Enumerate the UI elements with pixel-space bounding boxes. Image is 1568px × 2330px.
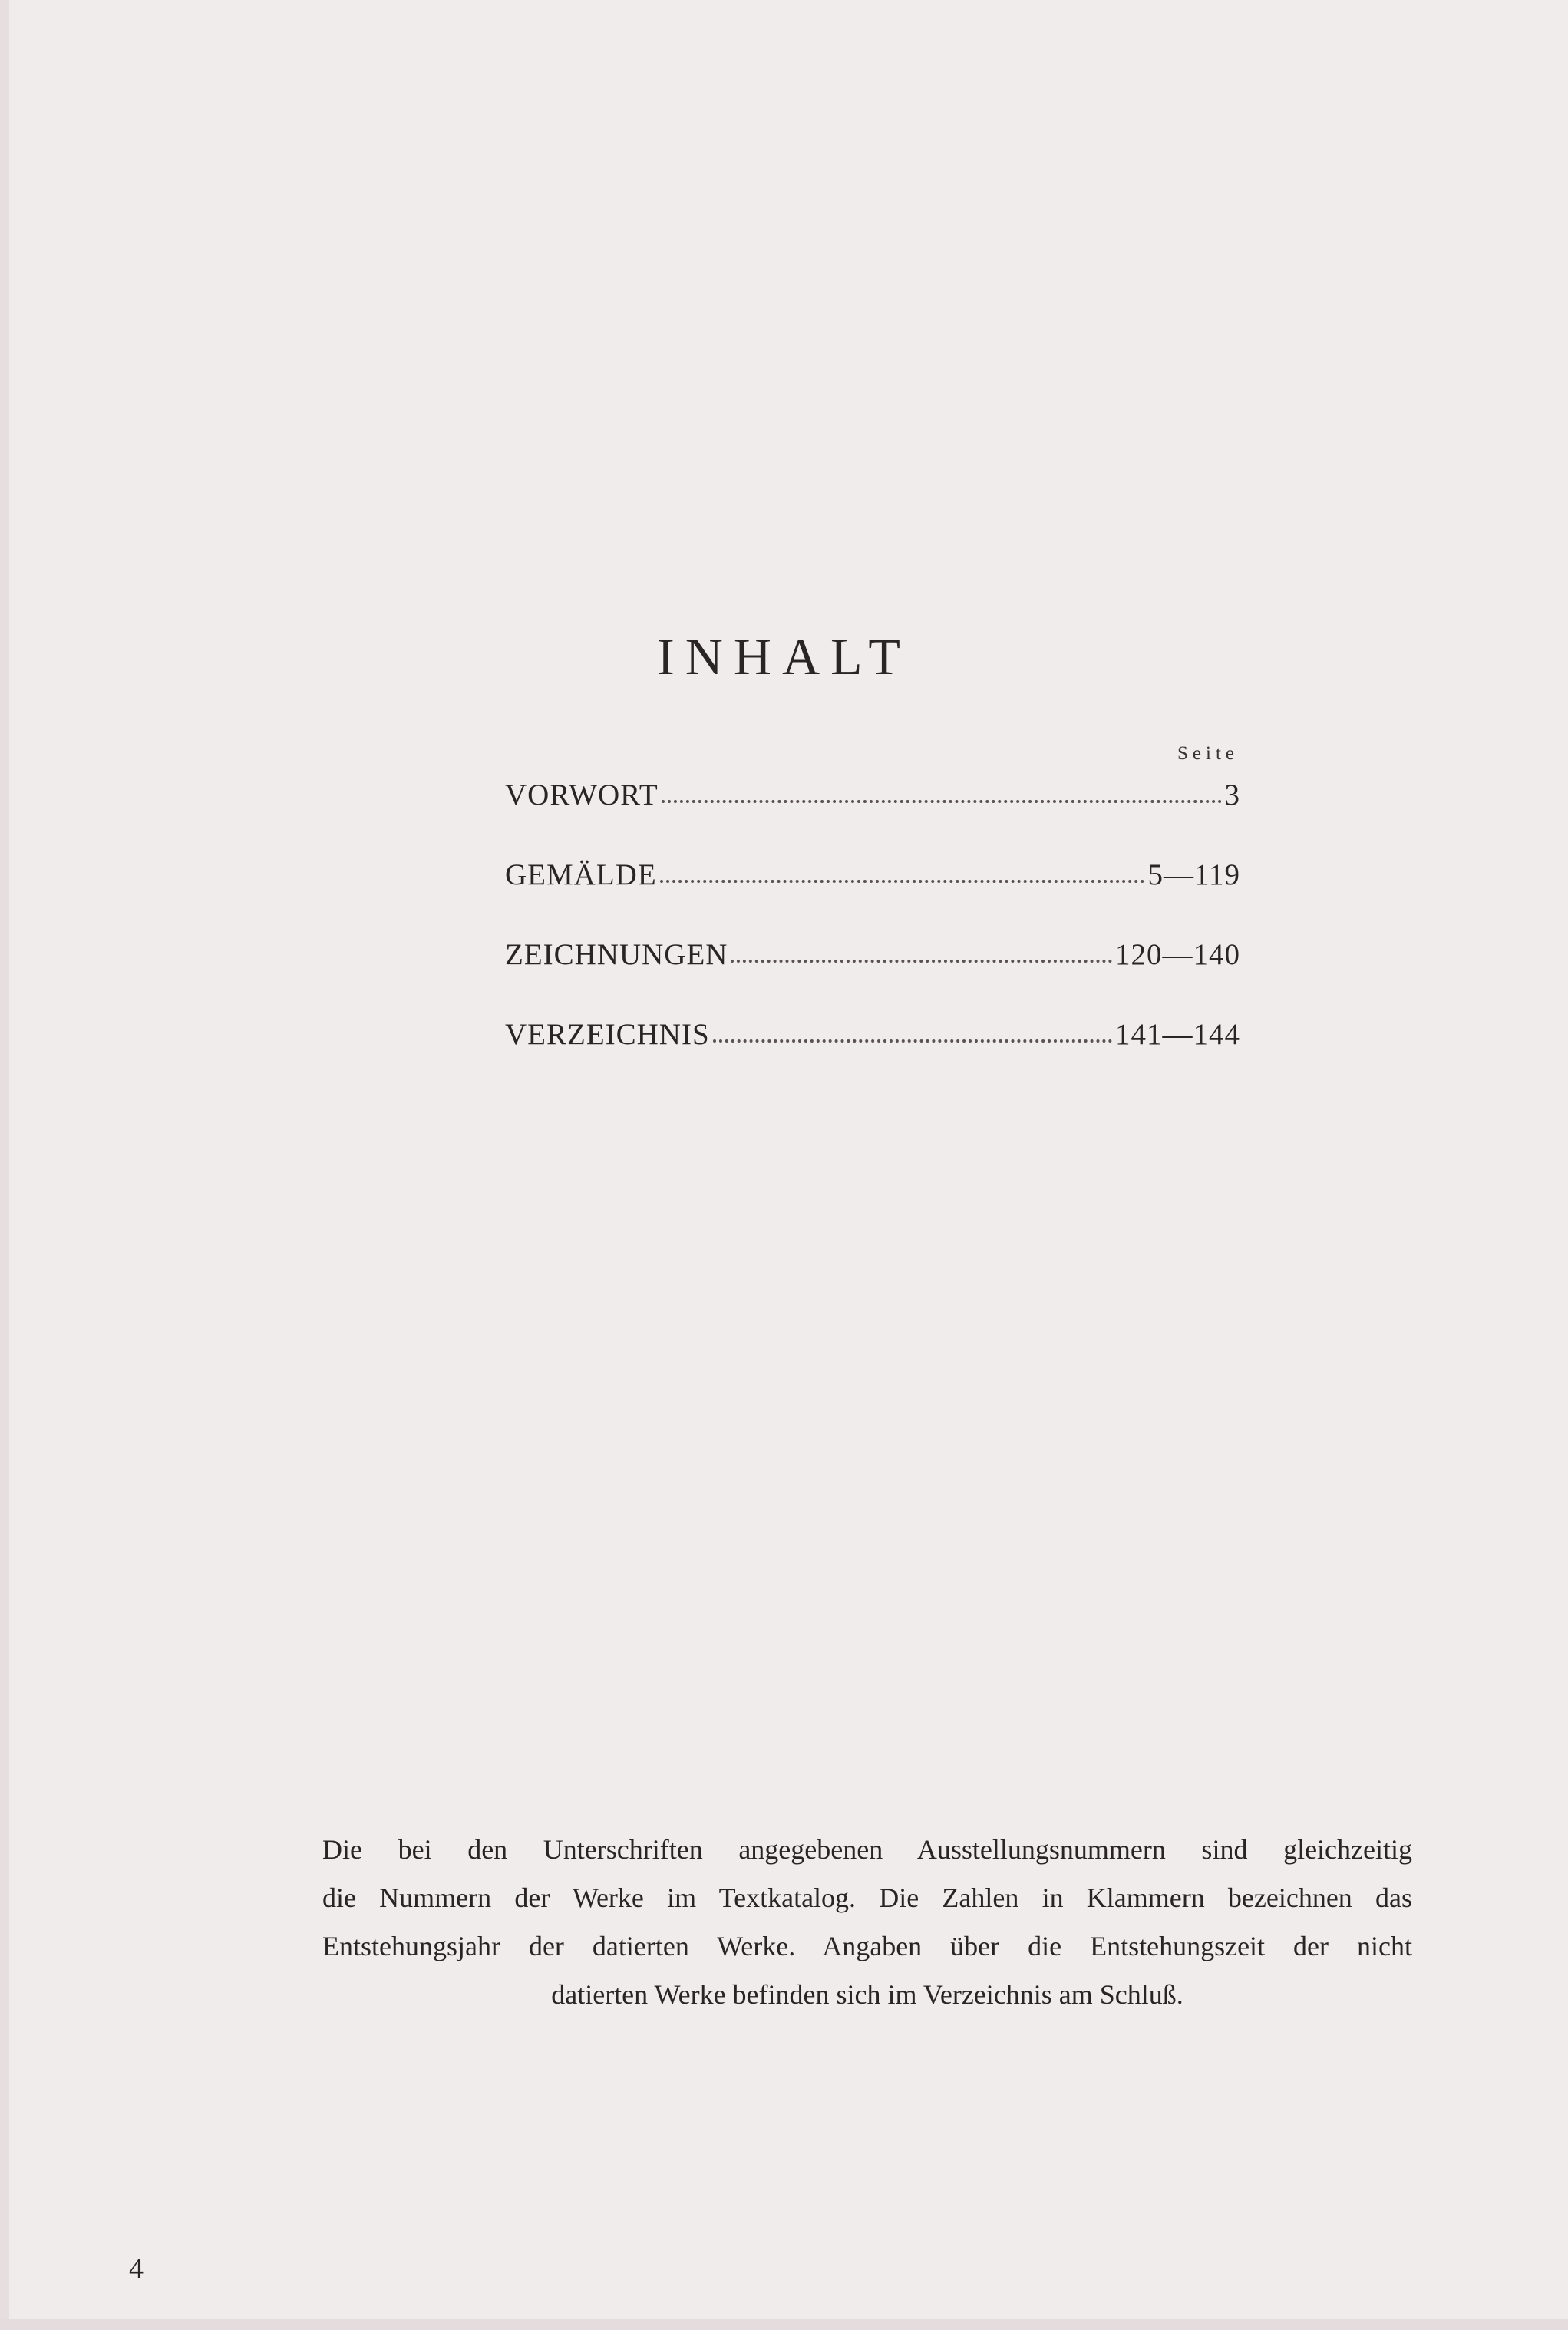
toc-entry-label: ZEICHNUNGEN [505,938,728,971]
table-of-contents [505,743,1240,1099]
toc-leader-dots [713,1035,1112,1043]
toc-entry-gemaelde[interactable] [505,860,1240,940]
toc-entry-vorwort[interactable] [505,780,1240,860]
toc-leader-dots [660,875,1145,883]
note-line: die Nummern der Werke im Textkatalog. Die Zahlen in Klammern bezeichnen das [322,1882,1412,1913]
toc-leader-dots [731,955,1112,963]
toc-column-header: Seite [1177,743,1239,764]
toc-entry-label: GEMÄLDE [505,858,657,891]
toc-entry-pages: 141—144 [1115,1018,1240,1051]
toc-entry-label: VORWORT [505,778,659,811]
toc-entry-verzeichnis[interactable] [505,1020,1240,1099]
explanatory-note [322,1826,1412,2019]
toc-entry-label: VERZEICHNIS [505,1018,710,1051]
toc-leader-dots [662,795,1222,803]
page-bottom-edge [0,2319,1568,2330]
toc-entry-zeichnungen[interactable] [505,940,1240,1020]
toc-entry-pages: 120—140 [1115,938,1240,971]
page-title: INHALT [657,626,911,686]
page-left-edge [0,0,9,2330]
note-line: datierten Werke befinden sich im Verzeichnis am Schluß. [551,1979,1183,2010]
toc-entry-pages: 5—119 [1147,858,1240,891]
page-number: 4 [129,2252,144,2285]
note-line: Die bei den Unterschriften angegebenen Ausstellungsnummern sind gleichzeitig [322,1834,1412,1865]
toc-entry-pages: 3 [1224,778,1240,811]
note-line: Entstehungsjahr der datierten Werke. Angaben über die Entstehungszeit der nicht [322,1931,1412,1961]
